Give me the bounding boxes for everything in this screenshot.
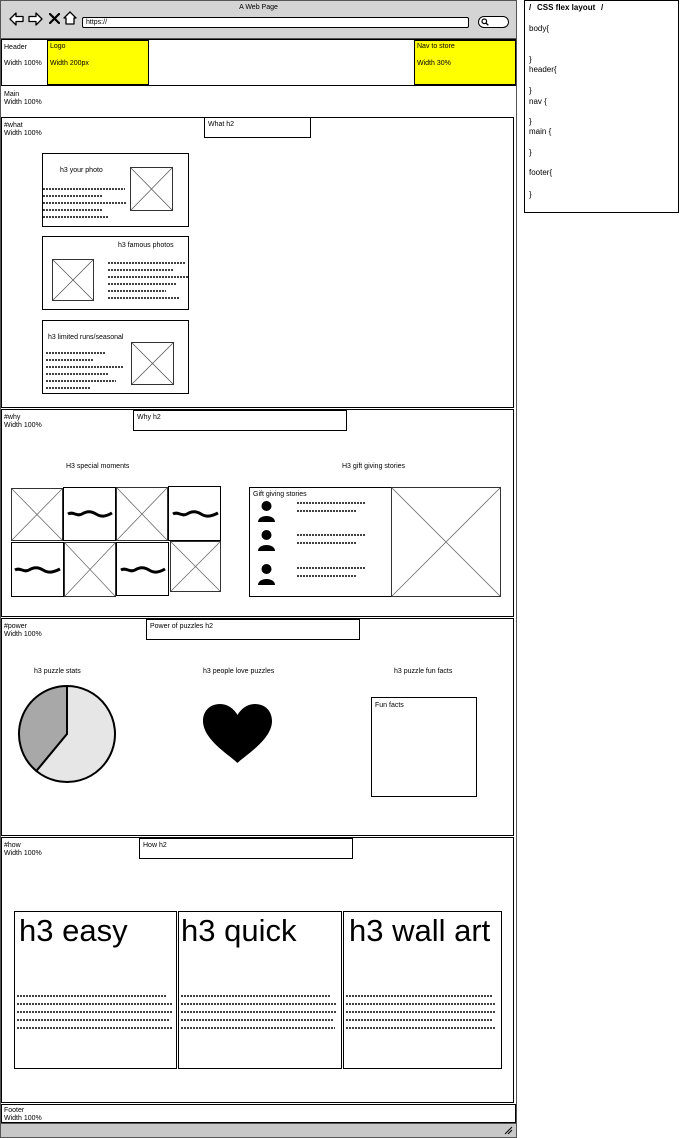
css-line: nav { [529,97,547,106]
text-scribble [108,260,188,302]
fun-facts-box [371,697,477,797]
how-card-wall-art-title: h3 wall art [349,913,491,948]
main-label: Main [4,91,20,98]
css-line: } [529,190,532,199]
why-h2-box [133,410,347,431]
text-scribble [346,993,498,1039]
text-scribble [14,566,61,574]
footer-section [1,1104,516,1123]
what-card-1-title: h3 your photo [60,167,103,174]
css-line: } [529,55,532,64]
text-scribble [297,566,367,580]
css-line: header{ [529,65,557,74]
image-placeholder-icon [64,542,116,597]
how-label: #how [4,842,21,849]
why-width: Width 100% [4,422,42,429]
address-bar[interactable] [82,17,469,28]
nav-width: Width 30% [417,60,451,67]
why-label: #why [4,414,21,421]
logo-label: Logo [50,43,66,50]
browser-title: A Web Page [239,4,278,11]
text-scribble [120,566,166,574]
footer-width: Width 100% [4,1115,42,1122]
footer-label: Footer [4,1107,25,1114]
power-love-title: h3 people love puzzles [203,668,275,675]
why-gift-title: H3 gift giving stories [342,463,406,470]
text-scribble [297,533,367,547]
user-icon [257,563,276,585]
user-icon [257,500,276,522]
back-arrow-icon[interactable] [9,12,24,26]
address-bar-url: https:// [86,19,108,26]
why-moments-title: H3 special moments [66,463,130,470]
css-line: footer{ [529,168,553,177]
search-icon [481,18,489,26]
css-line: body{ [529,24,550,33]
user-icon [257,529,276,551]
css-panel-slash-left: / [529,3,532,12]
text-scribble [17,993,175,1039]
what-card-3-title: h3 limited runs/seasonal [48,334,124,341]
how-card-easy-title: h3 easy [19,913,128,948]
resize-grip-icon[interactable] [503,1126,513,1135]
text-scribble [67,510,113,518]
power-width: Width 100% [4,631,42,638]
fun-facts-label: Fun facts [375,702,404,709]
what-width: Width 100% [4,130,42,137]
text-scribble [46,350,130,392]
heart-icon [203,704,272,764]
nav-label: Nav to store [417,43,455,50]
css-line: } [529,148,532,157]
image-placeholder-icon [11,488,63,541]
image-placeholder-icon [130,167,173,211]
image-placeholder-icon [391,487,501,597]
css-line: } [529,117,532,126]
header-label: Header [4,44,27,51]
text-scribble [297,501,367,515]
image-placeholder-icon [116,487,168,541]
how-h2: How h2 [143,842,167,849]
pie-chart [17,684,117,784]
power-label: #power [4,623,27,630]
power-facts-title: h3 puzzle fun facts [394,668,453,675]
image-placeholder-icon [52,259,94,301]
what-h2: What h2 [208,121,235,128]
forward-arrow-icon[interactable] [28,12,43,26]
what-card-2-title: h3 famous photos [118,242,174,249]
css-line: } [529,86,532,95]
how-card-quick-title: h3 quick [181,913,297,948]
image-placeholder-icon [170,541,221,592]
css-panel-title: CSS flex layout [537,3,596,12]
what-label: #what [4,122,23,129]
power-stats-title: h3 puzzle stats [34,668,81,675]
main-width: Width 100% [4,99,42,106]
browser-status-bar [1,1123,516,1137]
text-scribble [181,993,339,1039]
how-width: Width 100% [4,850,42,857]
how-h2-box [139,838,353,859]
css-line: main { [529,127,552,136]
home-icon[interactable] [63,11,77,25]
why-h2: Why h2 [137,414,161,421]
gift-stories-label: Gift giving stories [253,491,307,498]
text-scribble [172,510,219,518]
image-placeholder-icon [131,342,174,385]
css-panel-slash-right: / [601,3,604,12]
header-width: Width 100% [4,60,42,67]
power-h2: Power of puzzles h2 [150,623,214,630]
text-scribble [43,186,129,226]
logo-width: Width 200px [50,60,89,67]
close-icon[interactable] [49,13,60,24]
